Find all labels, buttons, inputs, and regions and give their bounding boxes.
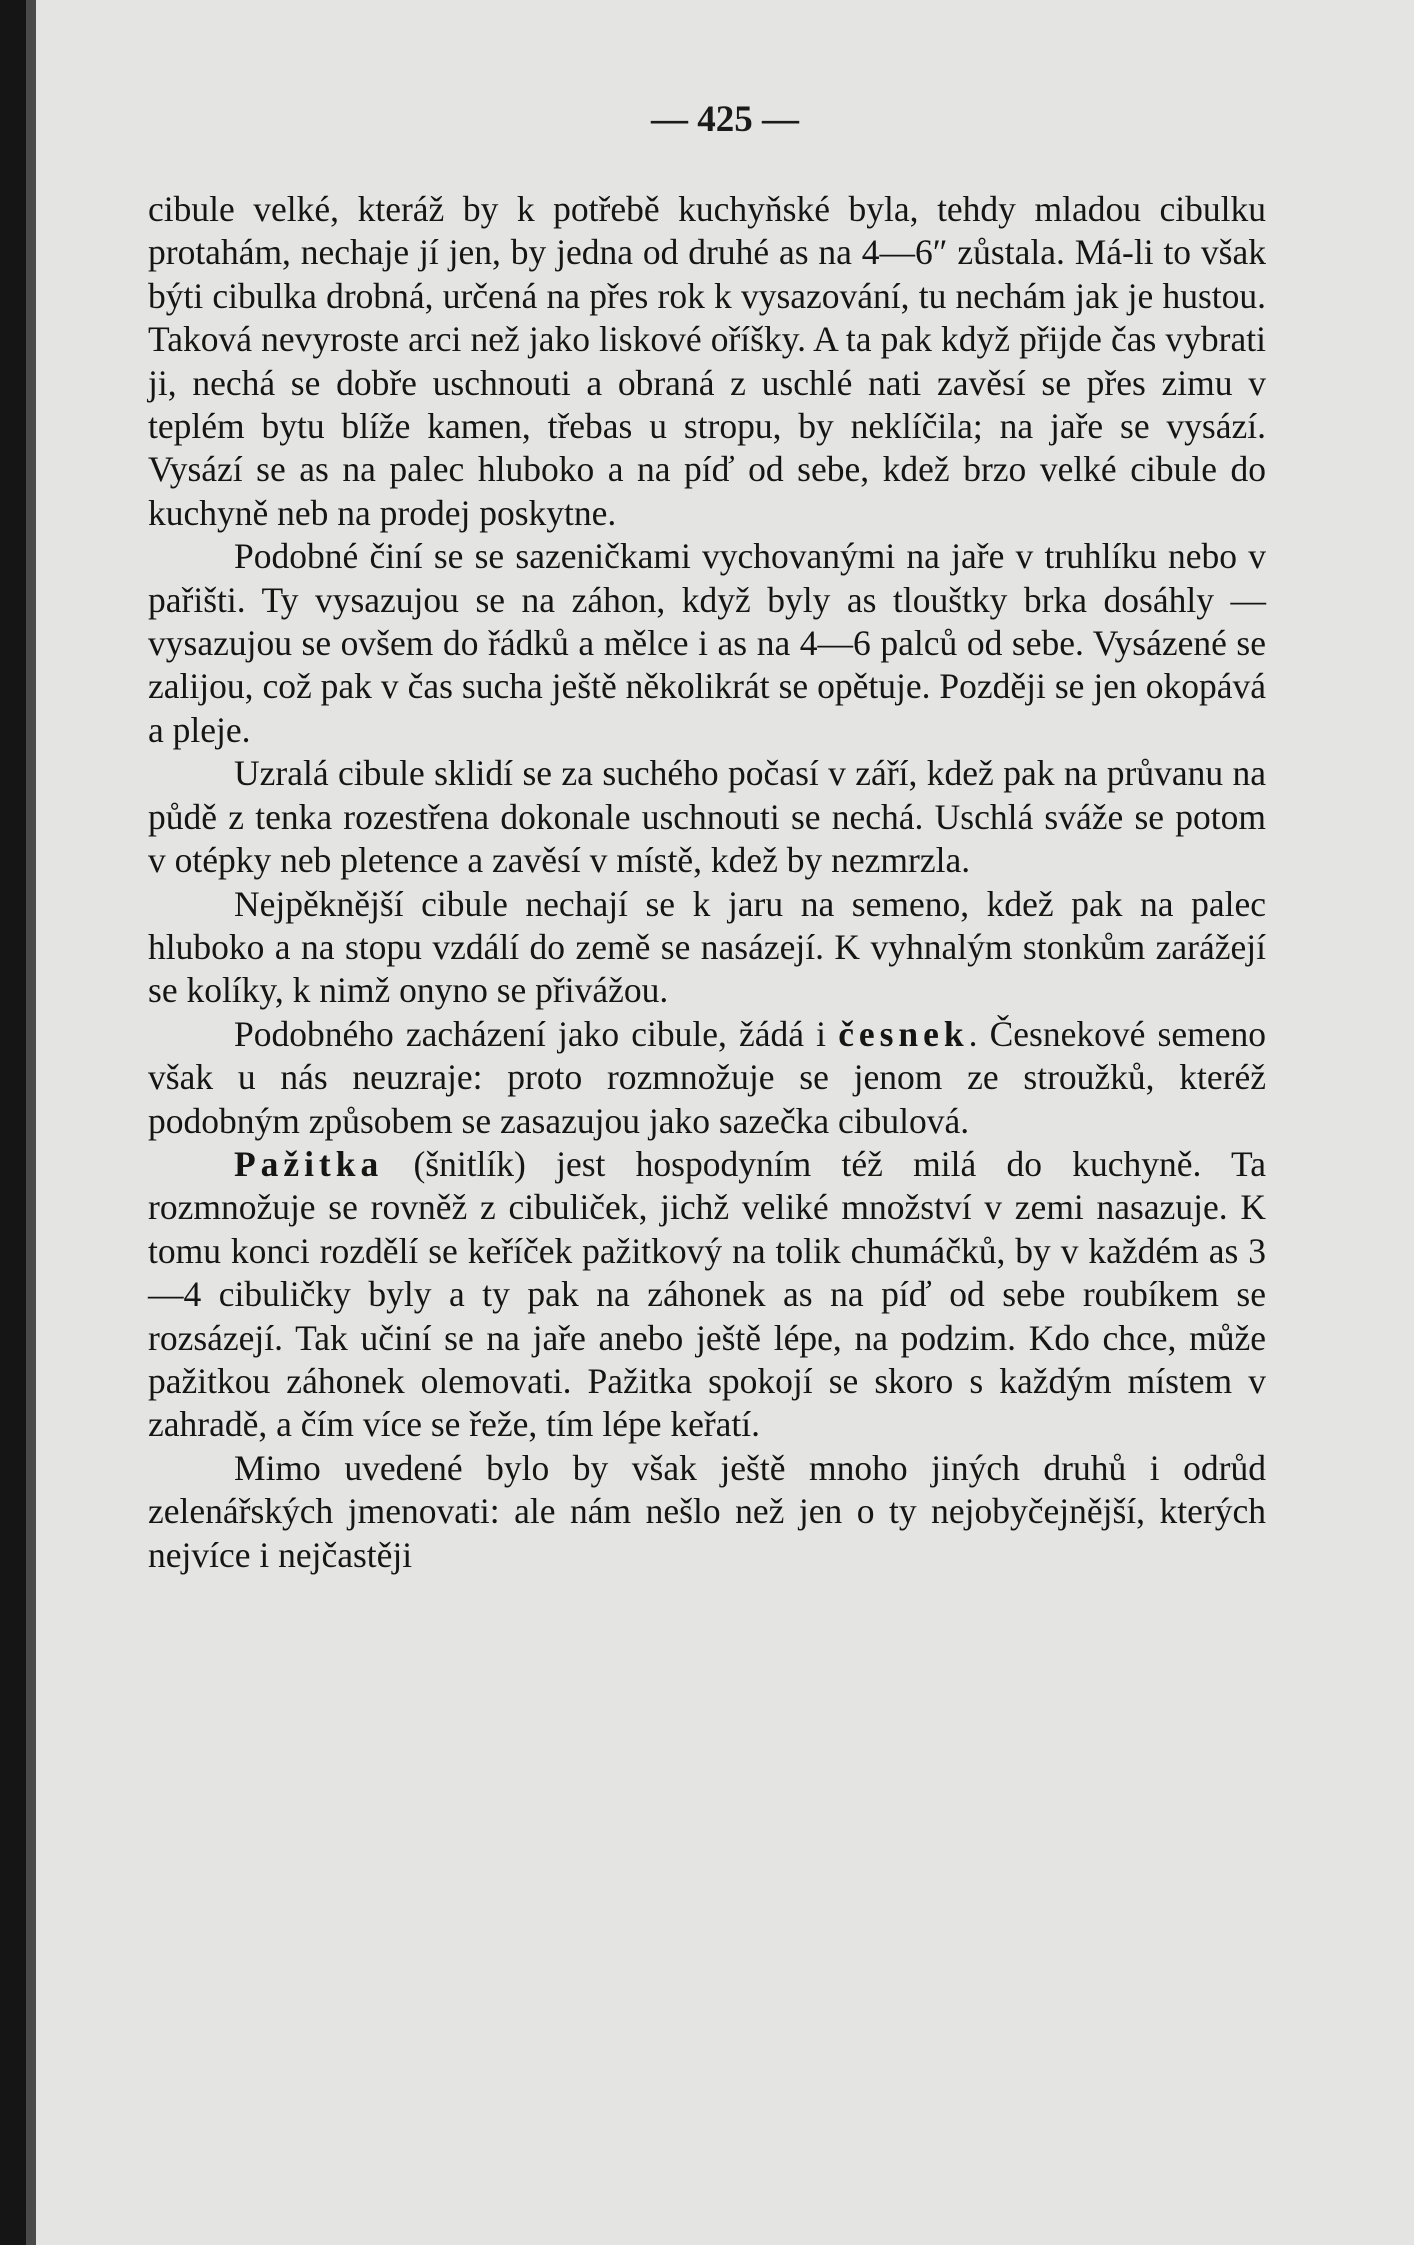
- paragraph-closing: [148, 1447, 1266, 1577]
- book-page: [36, 0, 1414, 2245]
- paragraph-text: Uzralá cibule sklidí se za suchého počasí v září, kdež pak na průvanu na půdě z tenka rozestřena dokonale uschnouti se nechá. Uschlá sváže se potom v otépky neb pletence a zavěsí v místě, kdež by nezmrzla.: [148, 753, 1266, 881]
- scan-dark-edge: [0, 0, 26, 2245]
- page-number: — 425 —: [651, 99, 799, 140]
- term-garlic: česnek: [838, 1013, 969, 1054]
- paragraph-text-after: . Česnekové semeno však u nás neuzraje: proto rozmnožuje se jenom ze stroužků, kteréž podobným způsobem se zasazujou jako sazečka cibulová.: [148, 1013, 1266, 1141]
- paragraph-text: Podobné činí se se sazeničkami vychovanými na jaře v truhlíku nebo v pařišti. Ty vysazujou se na záhon, když byly as tlouštky brka dosáhly — vysazujou se ovšem do řádků a mělce i as na 4—6 palců od sebe. Vysázené se zalijou, což pak v čas sucha ještě několikrát se opětuje. Později se jen okopává a pleje.: [148, 536, 1266, 750]
- paragraph-text-after: (šnitlík) jest hospodyním též milá do kuchyně. Ta rozmnožuje se rovněž z cibuliček, jichž veliké množství v zemi nasazuje. K tomu konci rozdělí se keříček pažitkový na tolik chumáčků, by v každém as 3—4 cibuličky byly a ty pak na záhonek as na píď od sebe roubíkem se rozsázejí. Tak učiní se na jaře anebo ještě lépe, na podzim. Kdo chce, může pažitkou záhonek olemovati. Pažitka spokojí se skoro s každým místem v zahradě, a čím více se řeže, tím lépe keřatí.: [148, 1143, 1266, 1445]
- paragraph-text: cibule velké, kteráž by k potřebě kuchyňské byla, tehdy mladou cibulku protahám, nechaje jí jen, by jedna od druhé as na 4—6″ zůstala. Má-li to však býti cibulka drobná, určená na přes rok k vysazování, tu nechám jak je hustou. Taková nevyroste arci než jako liskové oříšky. A ta pak když přijde čas vybrati ji, nechá se dobře uschnouti a obraná z uschlé nati zavěsí se přes zimu v teplém bytu blíže kamen, třebas u stropu, by neklíčila; na jaře se vysází. Vysází se as na palec hluboko a na píď od sebe, kdež brzo velké cibule do kuchyně neb na prodej poskytne.: [148, 189, 1266, 533]
- paragraph-text: Mimo uvedené bylo by však ještě mnoho jiných druhů i odrůd zelenářských jmenovati: ale nám nešlo než jen o ty nejobyčejnější, kterých nejvíce i nejčastěji: [148, 1447, 1266, 1575]
- paragraph-harvest: [148, 752, 1266, 882]
- paragraph-garlic: [148, 1013, 1266, 1143]
- paragraph-text: Nejpěknější cibule nechají se k jaru na semeno, kdež pak na palec hluboko a na stopu vzdálí do země se nasázejí. K vyhnalým stonkům zarážejí se kolíky, k nimž onyno se přivážou.: [148, 883, 1266, 1011]
- paragraph-onion-thinning: [148, 188, 1266, 535]
- paragraph-chives: [148, 1143, 1266, 1447]
- paragraph-text-before: Podobného zacházení jako cibule, žádá i: [234, 1013, 839, 1054]
- scan-edge-shadow: [26, 0, 36, 2245]
- paragraph-seedlings: [148, 535, 1266, 752]
- term-chives: Pažitka: [234, 1143, 384, 1184]
- paragraph-seed-onions: [148, 883, 1266, 1013]
- body-text: [148, 188, 1266, 1577]
